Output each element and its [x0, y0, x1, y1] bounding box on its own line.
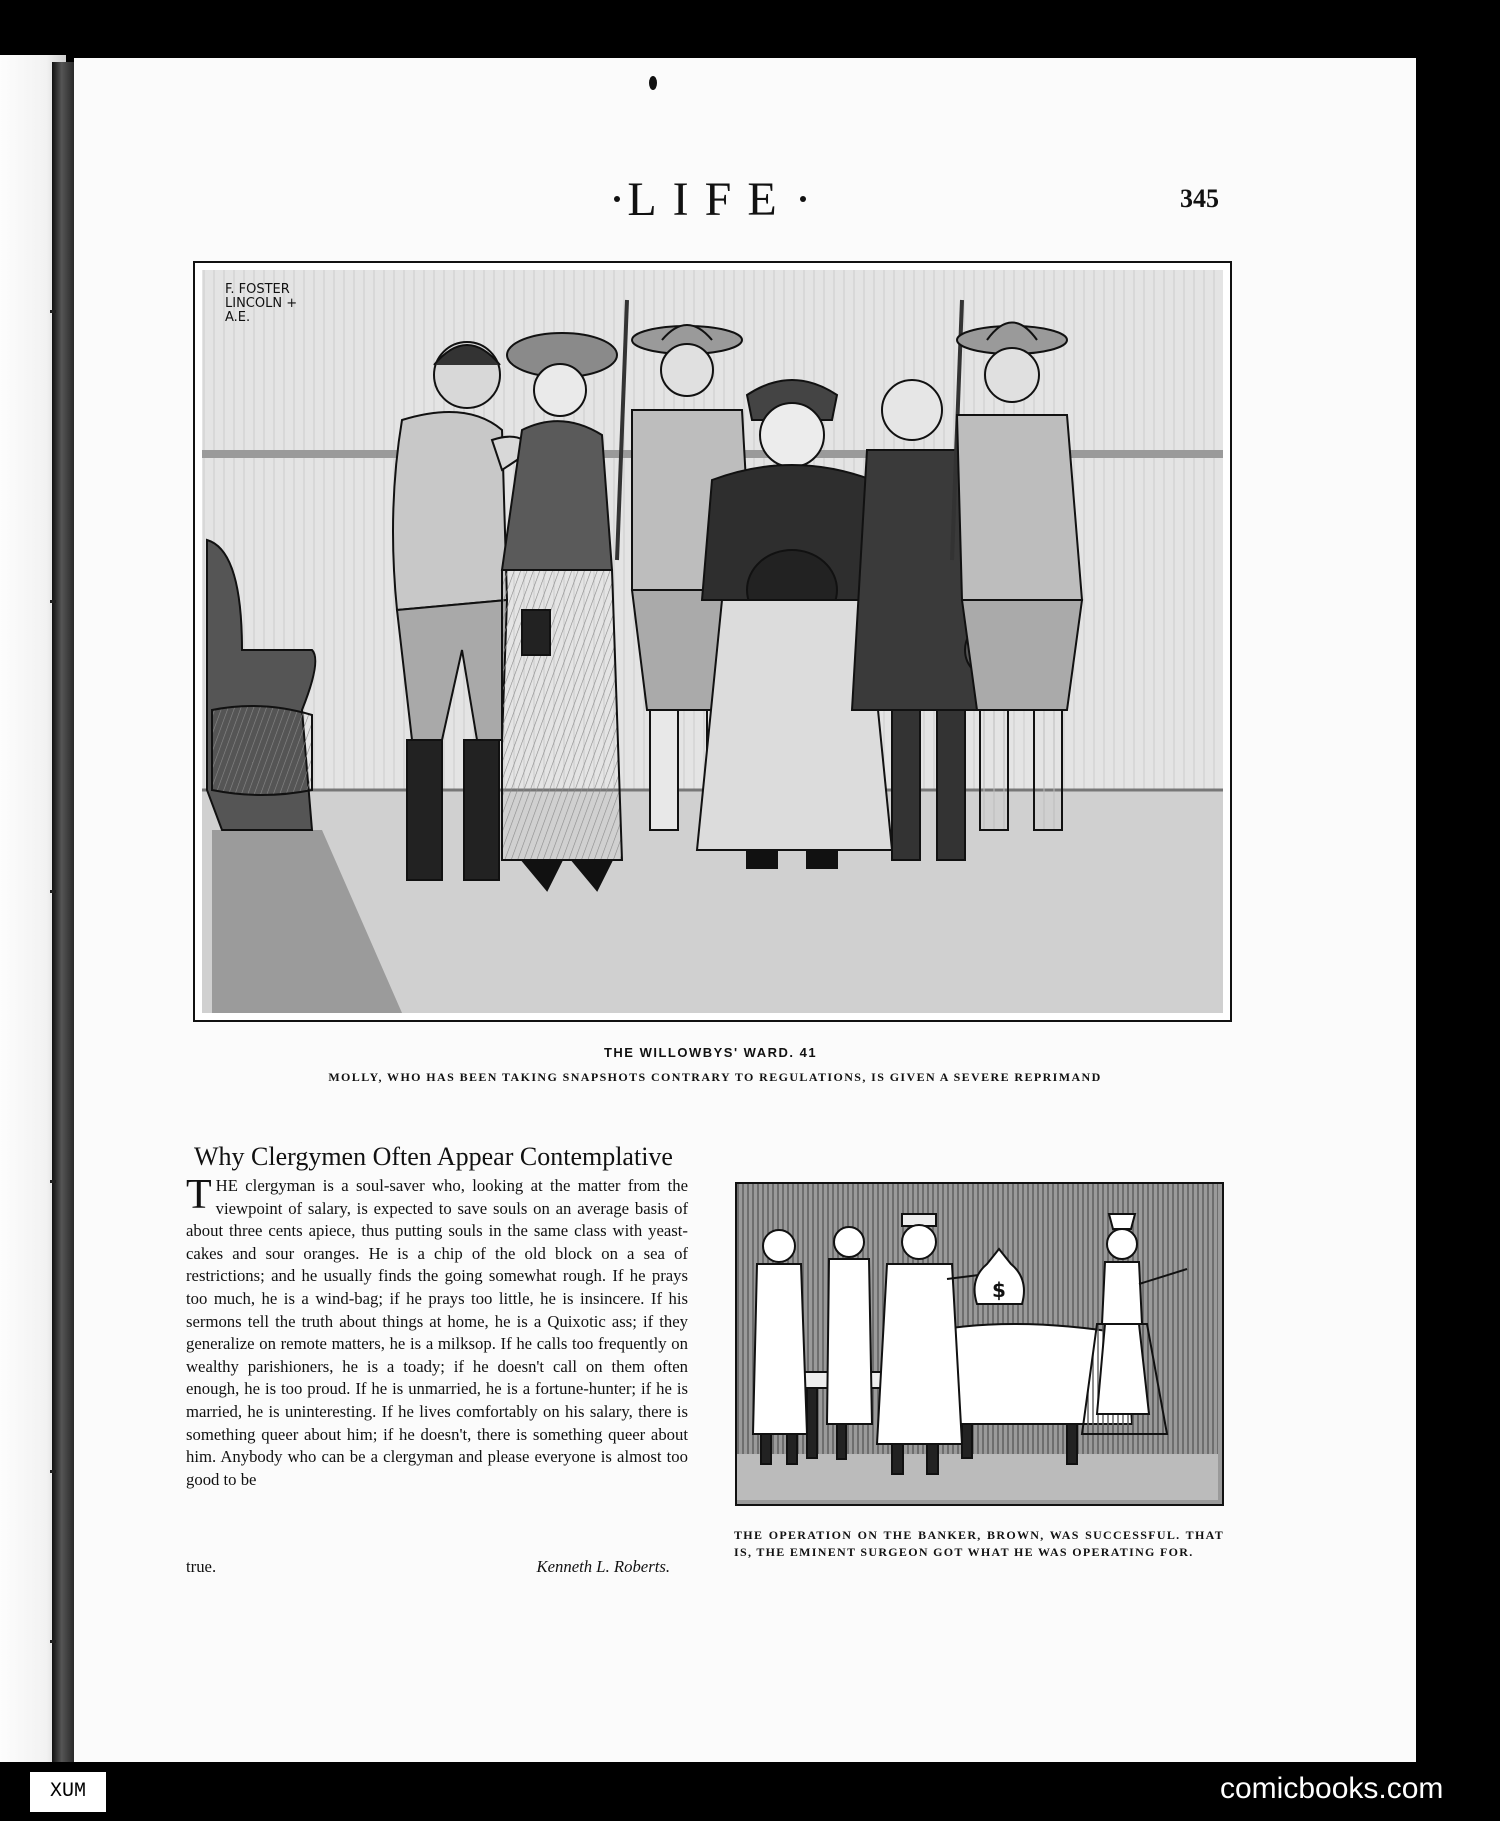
operation-illustration — [735, 1182, 1224, 1506]
article-body — [186, 1172, 688, 1491]
main-illustration — [193, 261, 1232, 1022]
magazine-title: LIFE — [627, 173, 793, 226]
title-dot-right — [800, 196, 806, 202]
surgeon-middle — [827, 1227, 872, 1459]
artist-signature: F. FOSTER LINCOLN + A.E. — [225, 282, 298, 325]
operation-drawing — [737, 1184, 1218, 1500]
page-number: 345 — [1180, 184, 1219, 213]
willowbys-ward-drawing — [202, 270, 1223, 1013]
scan-frame-top — [0, 0, 1500, 58]
book-gutter — [52, 62, 76, 1762]
main-caption-text: MOLLY, WHO HAS BEEN TAKING SNAPSHOTS CONTRARY TO REGULATIONS, IS GIVEN A SEVERE REPRIMAND — [328, 1070, 1102, 1084]
article-heading: Why Clergymen Often Appear Contemplative — [194, 1142, 673, 1171]
article-body-end: true. — [186, 1557, 217, 1576]
article-body-text: HE clergyman is a soul-saver who, looking at the matter from the viewpoint of salary, is expected to save souls on an average basis of about three cents apiece, thus putting souls in the same class with yeast-cakes and sour oranges. He is a chip of the old block on a sea of restrictions; and he usually finds the going somewhat rough. If he prays too much, he is a wind-bag; if he prays too little, he is insincere. If his sermons tell the truth about things at home, he is a Quixotic ass; if they generalize on remote matters, he is a milksop. If he calls too frequently on wealthy parishioners, he is a toady; if he doesn't call on them often enough, he is too proud. If he is unmarried, he is a fortune-hunter; if he is married, he is uninteresting. If he lives comfortably on his salary, there is something queer about him; if he doesn't, there is something queer about him. Anybody who can be a clergyman and please everyone is almost too good to be — [186, 1176, 688, 1489]
main-caption-title: THE WILLOWBYS' WARD. 41 — [603, 1045, 818, 1060]
scan-frame-right — [1416, 58, 1500, 1762]
money-bag-dollar-sign: $ — [992, 1278, 1006, 1302]
archive-label: XUM — [28, 1770, 108, 1814]
top-ornament-dot — [649, 76, 657, 90]
article-dropcap: T — [186, 1172, 212, 1218]
surgeon-left — [753, 1230, 807, 1464]
source-watermark: comicbooks.com — [1220, 1772, 1444, 1805]
article-author: Kenneth L. Roberts. — [536, 1557, 670, 1576]
operation-caption: THE OPERATION ON THE BANKER, BROWN, WAS SUCCESSFUL. THAT IS, THE EMINENT SURGEON GOT WHAT HE WAS OPERATING FOR. — [734, 1528, 1224, 1559]
